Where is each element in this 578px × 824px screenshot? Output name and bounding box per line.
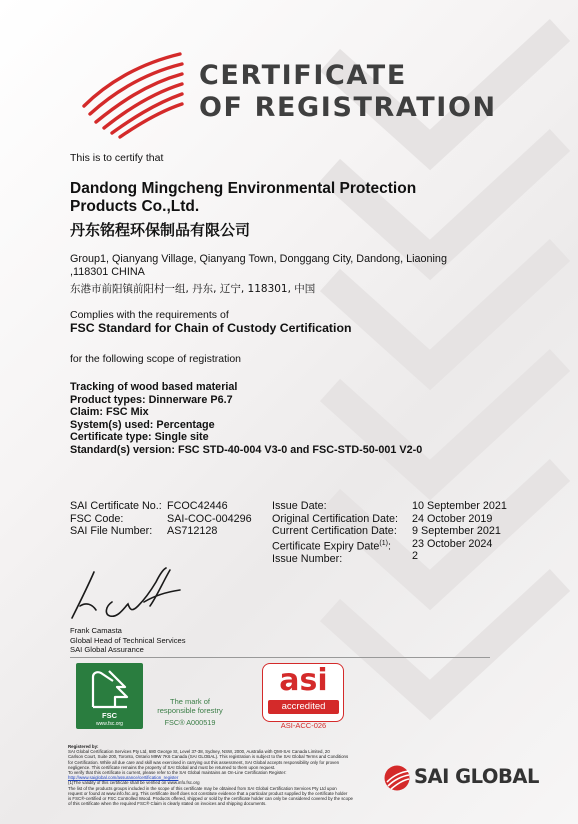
fsc-logo-url: www.fsc.org [96, 721, 123, 727]
signer-name: Frank Camasta [70, 626, 122, 635]
scope-line: Claim: FSC Mix [70, 406, 149, 419]
title-line-1: CERTIFICATE [199, 60, 407, 91]
fine-print-line: request or found at www.info.fsc.org. This certificate itself does not constitute evidence that a particular product supplied by the certificate holder [68, 790, 348, 796]
company-address [70, 253, 447, 279]
fine-print-line: The list of the products groups included in the scope of this certificate may be obtained from SAI Global Certification Services Pty Ltd upon [68, 785, 337, 791]
complies-text: Complies with the requirements of [70, 309, 229, 321]
company-name-line-2: Products Co.,Ltd. [70, 198, 200, 215]
sai-emblem-icon [76, 44, 188, 142]
issue-date-label: Issue Date: [272, 500, 327, 512]
fine-print-line: is FSC®-certified or FSC Controlled Wood. Products offered, shipped or sold by the certificate holder can only be considered covered by the scope [68, 796, 353, 802]
expiry-date-value: 23 October 2024 [412, 537, 493, 550]
company-name-chinese: 丹东铭程环保制品有限公司 [70, 221, 251, 239]
details-left-values [167, 500, 252, 538]
current-date-value: 9 September 2021 [412, 525, 501, 537]
signer-org: SAI Global Assurance [70, 645, 144, 655]
scope-line: System(s) used: Percentage [70, 418, 215, 431]
sai-certificate-value: FCOC42446 [167, 500, 228, 512]
scope-intro: for the following scope of registration [70, 353, 242, 365]
asi-logo-word: asi [279, 663, 328, 698]
address-line-2: ,118301 CHINA [70, 266, 145, 278]
certificate-title [199, 60, 497, 124]
divider [70, 657, 490, 658]
expiry-date-label: Certificate Expiry Date$^{(1)}$: [272, 539, 391, 553]
details-right-labels [272, 500, 398, 565]
scope-line: Product types: Dinnerware P6.7 [70, 393, 233, 406]
sai-certificate-label: SAI Certificate No.: [70, 500, 162, 512]
asi-accreditation-code: ASI-ACC-026 [280, 721, 327, 730]
fine-print-line: negligence. This certificate remains the property of SAI Global and must be returned to them upon request. [68, 764, 276, 770]
issue-date-value: 10 September 2021 [412, 500, 507, 512]
signer-title: Global Head of Technical Services [70, 635, 186, 645]
fine-print-line: of this certificate when the required FSC® Claim is clearly stated on invoices and shipping documents. [68, 801, 267, 807]
company-name [70, 180, 416, 216]
asi-accredited-text: accredited [281, 701, 326, 712]
certify-text: This is to certify that [70, 152, 164, 164]
original-date-value: 24 October 2019 [412, 512, 493, 525]
fsc-mark-line-2: responsible forestry [157, 705, 223, 715]
fine-print [68, 744, 398, 806]
signature-image [66, 562, 196, 624]
fsc-tree-icon [87, 667, 132, 711]
company-address-chinese: 东港市前阳镇前阳村一组, 丹东, 辽宁, 118301, 中国 [70, 283, 316, 295]
title-line-2: OF REGISTRATION [199, 92, 497, 123]
signer-block [70, 626, 186, 655]
scope-line: Certificate type: Single site [70, 431, 209, 444]
fsc-code-value: SAI-COC-004296 [167, 512, 252, 525]
sai-global-logo-icon [383, 764, 411, 792]
current-date-label: Current Certification Date: [272, 525, 397, 537]
fine-print-line: (1)The validity of this certificate shall be verified on www.info.fsc.org [68, 780, 200, 786]
fsc-license-code: FSC® A000519 [164, 718, 216, 727]
fine-print-line: Registered by: [68, 744, 99, 749]
fsc-code-label: FSC Code: [70, 512, 124, 525]
fine-print-line: SAI Global Certification Services Pty Ltd, 680 George St, Level 37-38, Sydney, NSW, 2000, Australia with QMI-SAI Canada Limited, 20 [68, 749, 330, 755]
address-line-1: Group1, Qianyang Village, Qianyang Town, Donggang City, Dandong, Liaoning [70, 253, 447, 265]
issue-number-value: 2 [412, 550, 419, 562]
scope-line: Tracking of wood based material [70, 381, 238, 393]
scope-block [70, 381, 422, 457]
original-date-label: Original Certification Date: [272, 512, 399, 525]
fsc-mark-line-1: The mark of [169, 697, 210, 706]
expiry-footnote-mark: (1) [379, 539, 388, 547]
fine-print-line: Carlson Court, Suite 200, Toronto, Ontario M9W 7K6 Canada (SAI GLOBAL). This registration is subject to the SAI Global Terms and Conditions [68, 754, 349, 760]
fsc-logo-text: FSC [102, 711, 117, 720]
fsc-mark-text [150, 698, 230, 715]
scope-line: Standard(s) version: FSC STD-40-004 V3-0 and FSC-STD-50-001 V2-0 [70, 443, 423, 456]
details-right-values [412, 500, 507, 563]
fine-print-line: for Certification. While all due care and skill was exercised in carrying out this assessment, SAI Global accepts responsibility only for proven [68, 759, 340, 765]
details-left-labels [70, 500, 162, 538]
certification-register-link[interactable]: http://www.saiglobal.com/assurance/certification_register [68, 775, 179, 781]
company-name-line-1: Dandong Mingcheng Environmental Protection [70, 180, 417, 197]
sai-file-value: AS712128 [167, 525, 218, 537]
standard-name: FSC Standard for Chain of Custody Certification [70, 321, 352, 335]
sai-file-label: SAI File Number: [70, 525, 153, 537]
issue-number-label: Issue Number: [272, 552, 343, 565]
sai-global-brand: SAI GLOBAL [414, 765, 539, 788]
fine-print-line: To verify that this certificate is current, please refer to the SAI Global maintains an On-Line Certification Register: [68, 770, 287, 776]
